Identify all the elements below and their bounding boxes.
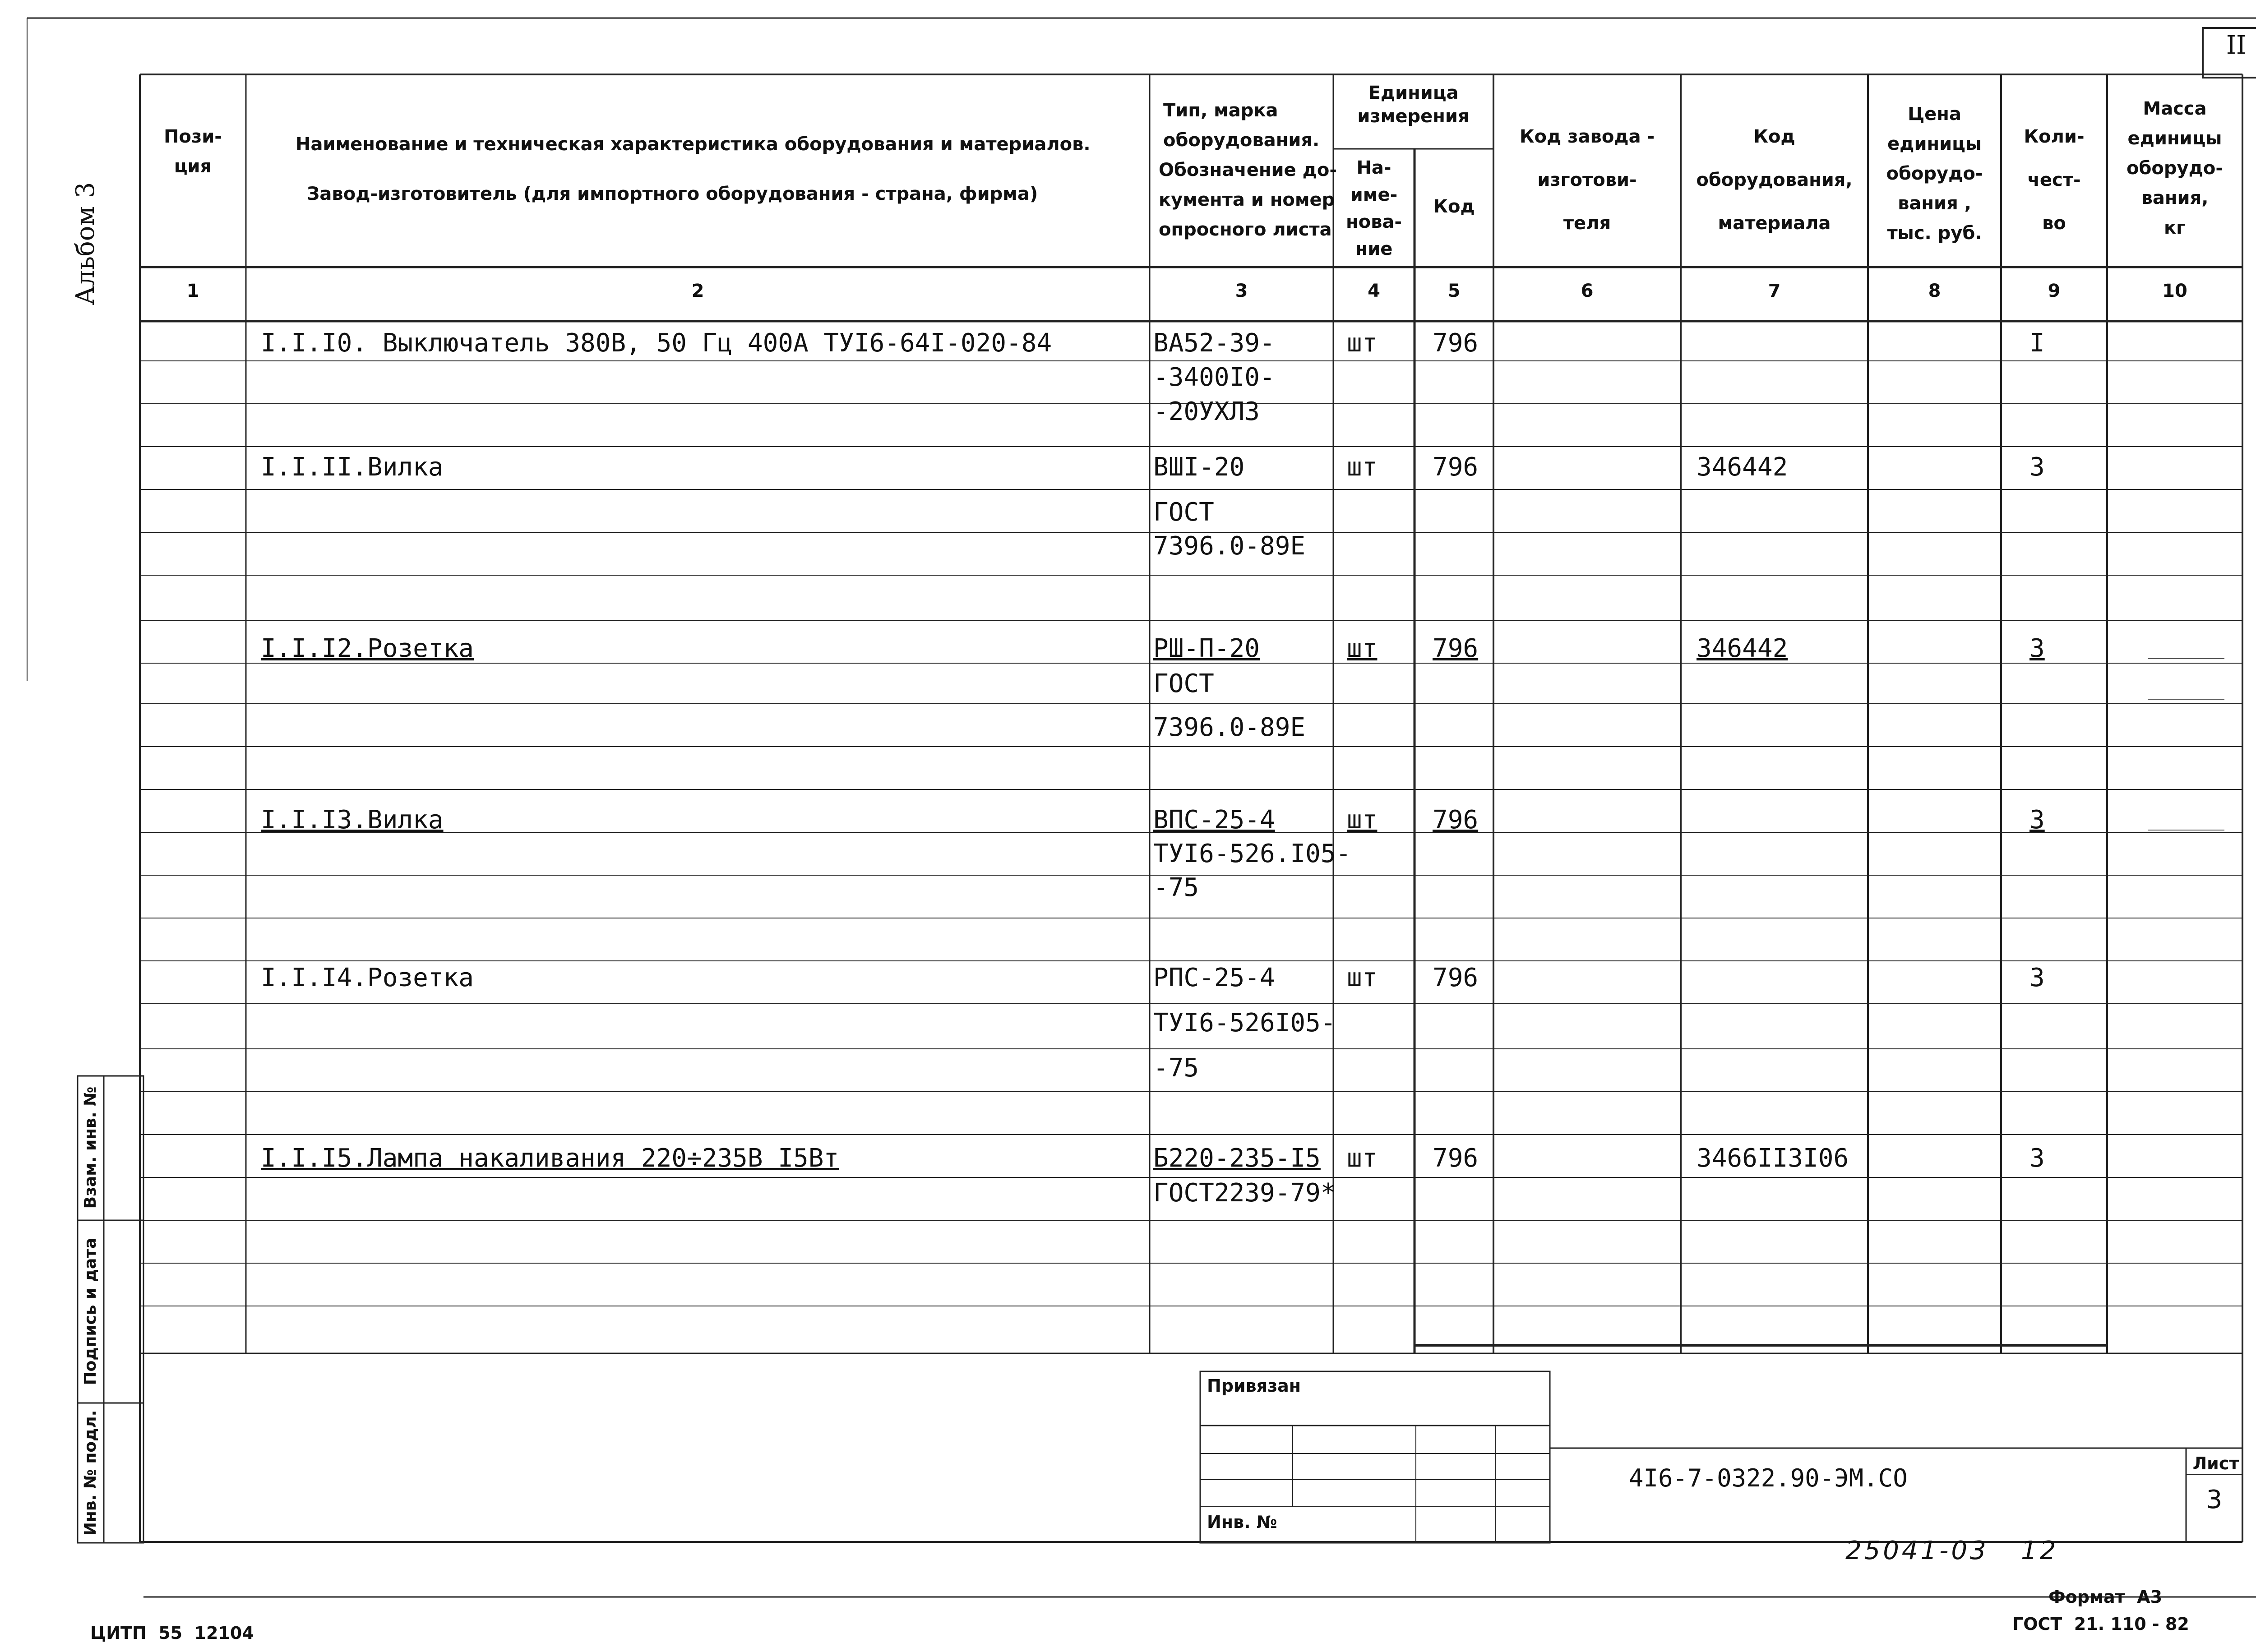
item-code: 796 <box>1433 963 1479 992</box>
item-qty: 3 <box>2029 452 2045 482</box>
item-type: -20УХЛ3 <box>1153 397 1260 426</box>
header-col3: Тип, марка оборудования. Обозначение до- кумента и номер опросного листа <box>1159 100 1337 240</box>
header-col4: На- име- нова- ние <box>1345 157 1402 259</box>
item-name: I.I.I4.Розетка <box>261 963 474 992</box>
item-material-code: 3466II3I06 <box>1697 1144 1849 1173</box>
item-unit: шт <box>1347 634 1378 663</box>
item-unit: шт <box>1347 963 1378 992</box>
item-unit: шт <box>1347 452 1378 482</box>
item-type: ВШI-20 <box>1153 452 1245 482</box>
item-type: 7396.0-89Е <box>1153 531 1306 561</box>
column-number: 2 <box>691 281 704 301</box>
column-number: 4 <box>1368 281 1380 301</box>
item-type: ГОСТ2239-79* <box>1153 1178 1336 1208</box>
item-type: 7396.0-89Е <box>1153 713 1306 742</box>
item-material-code: 346442 <box>1697 634 1788 663</box>
handwritten-number: 25041-03 12 <box>1845 1536 2059 1565</box>
item-type: ГОСТ <box>1153 498 1214 527</box>
item-code: 796 <box>1433 452 1479 482</box>
item-code: 796 <box>1433 1144 1479 1173</box>
item-type: -75 <box>1153 1053 1199 1083</box>
album-label: Альбом 3 <box>71 182 100 305</box>
header-col6: Код завода - изготови- теля <box>1519 126 1655 234</box>
item-unit: шт <box>1347 1144 1378 1173</box>
item-unit: шт <box>1347 328 1378 358</box>
footer-gost: ГОСТ 21. 110 - 82 <box>2012 1614 2189 1634</box>
item-material-code: 346442 <box>1697 452 1788 482</box>
item-qty: 3 <box>2029 1144 2045 1173</box>
item-type: -75 <box>1153 873 1199 902</box>
privyazan-label: Привязан <box>1207 1376 1301 1396</box>
document-code: 4I6-7-0322.90-ЭМ.СО <box>1629 1464 1908 1492</box>
item-name: I.I.I5.Лампа накаливания 220÷235В I5Вт <box>261 1144 839 1173</box>
item-type: РПС-25-4 <box>1153 963 1275 992</box>
list-label: Лист <box>2192 1454 2239 1473</box>
item-unit: шт <box>1347 805 1378 835</box>
column-number: 8 <box>1928 281 1941 301</box>
header-unit-group: Единица измерения <box>1357 83 1470 127</box>
list-number: 3 <box>2206 1485 2223 1514</box>
item-type: Б220-235-I5 <box>1153 1144 1321 1173</box>
column-number: 10 <box>2162 281 2187 301</box>
header-col10: Масса единицы оборудо- вания, кг <box>2127 98 2223 238</box>
item-code: 796 <box>1433 634 1479 663</box>
item-name: I.I.II.Вилка <box>261 452 444 482</box>
column-number: 6 <box>1581 281 1594 301</box>
item-qty: 3 <box>2029 805 2045 835</box>
item-code: 796 <box>1433 328 1479 358</box>
side-stamp-label: Взам. инв. № <box>81 1086 100 1209</box>
item-qty: I <box>2029 328 2045 358</box>
column-number: 9 <box>2048 281 2061 301</box>
item-name: I.I.I2.Розетка <box>261 634 474 663</box>
inv-number-label: Инв. № <box>1207 1512 1277 1532</box>
item-code: 796 <box>1433 805 1479 835</box>
sheet-number-top: II <box>2226 31 2247 60</box>
header-col8: Цена единицы оборудо- вания , тыс. руб. <box>1886 104 1983 244</box>
item-name: I.I.I0. Выключатель 380В, 50 Гц 400А ТУI6-64I-020-84 <box>261 328 1052 358</box>
header-col7: Код оборудования, материала <box>1696 126 1853 234</box>
footer-left: ЦИТП 55 12104 <box>90 1623 254 1643</box>
footer-format: Формат А3 <box>2048 1587 2163 1607</box>
header-col5: Код <box>1433 196 1475 217</box>
column-number: 5 <box>1447 281 1461 301</box>
item-type: ВПС-25-4 <box>1153 805 1275 835</box>
item-type: ГОСТ <box>1153 669 1214 698</box>
column-number: 1 <box>186 281 199 301</box>
column-number: 3 <box>1235 281 1248 301</box>
side-stamp-label: Инв. № подл. <box>81 1410 100 1536</box>
header-col1: Пози- ция <box>164 126 222 177</box>
item-qty: 3 <box>2029 634 2045 663</box>
item-type: ТУI6-526.I05- <box>1153 839 1351 868</box>
item-type: ВА52-39- <box>1153 328 1275 358</box>
item-name: I.I.I3.Вилка <box>261 805 444 835</box>
side-stamp-label: Подпись и дата <box>81 1237 100 1385</box>
item-qty: 3 <box>2029 963 2045 992</box>
column-number: 7 <box>1768 281 1781 301</box>
item-type: -3400I0- <box>1153 363 1275 392</box>
item-type: РШ-П-20 <box>1153 634 1260 663</box>
item-type: ТУI6-526I05- <box>1153 1008 1336 1038</box>
header-col2: Наименование и техническая характеристика оборудования и материалов. Завод-изготовитель (для импортного оборудования - страна, фирма) <box>296 134 1091 204</box>
header-col9: Коли- чест- во <box>2024 126 2085 234</box>
